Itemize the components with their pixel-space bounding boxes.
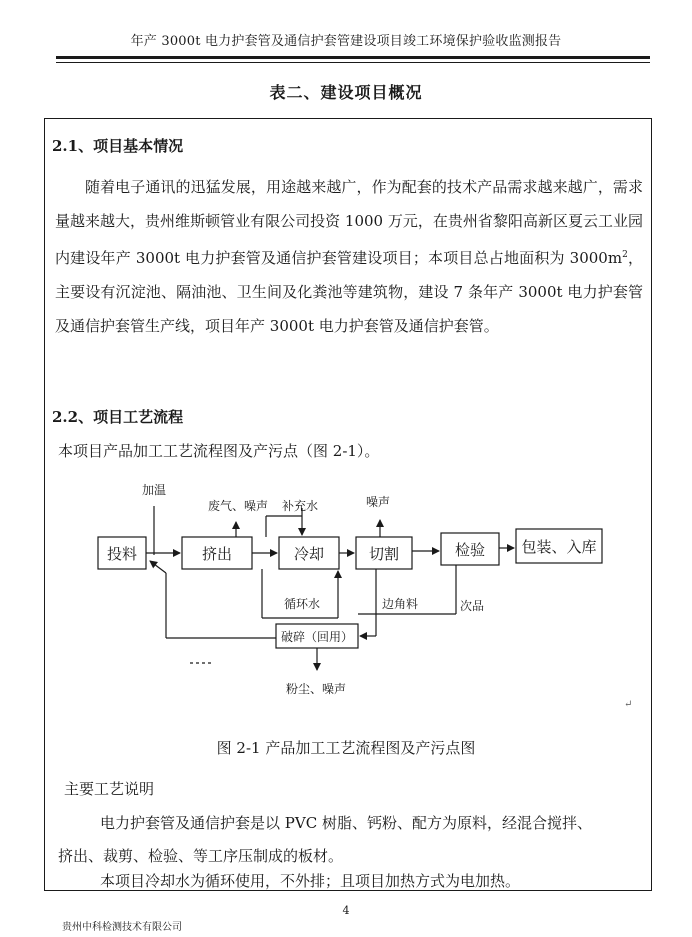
label-dust-noise: 粉尘、噪声	[286, 682, 347, 696]
label-defective: 次品	[460, 599, 485, 613]
process-notes-heading: 主要工艺说明	[64, 780, 155, 798]
report-header-title: 年产 3000t 电力护套管及通信护套管建设项目竣工环境保护验收监测报告	[130, 34, 562, 49]
page-number: 4	[342, 904, 350, 917]
process-intro-text: 本项目产品加工工艺流程图及产污点（图 2-1）。	[58, 442, 380, 460]
process-notes-line1: 电力护套管及通信护套是以 PVC 树脂、钙粉、配方为原料，经混合搅拌、	[100, 814, 592, 832]
label-makeup-water: 补充水	[282, 499, 319, 513]
process-notes-line2: 挤出、裁剪、检验、等工序压制成的板材。	[58, 847, 344, 865]
section-heading-process: 2.2、项目工艺流程	[52, 408, 184, 426]
process-notes-line3: 本项目冷却水为循环使用，不外排；且项目加热方式为电加热。	[100, 872, 521, 890]
section-heading-basic-info: 2.1、项目基本情况	[52, 137, 184, 155]
return-mark: ↵	[624, 699, 633, 710]
arrow-return-feed	[150, 561, 166, 573]
footer-company: 贵州中科检测技术有限公司	[62, 922, 182, 933]
paragraph-text-part1: 随着电子通讯的迅猛发展，用途越来越广，作为配套的技术产品需求越来越广，需求量越来越大，贵州维斯顿管业有限公司投资 1000 万元，在贵州省黎阳高新区夏云工业园内建设年产 3000t 电力护套管及通信护套管建设项目；本项目总占地面积为 3000m	[55, 178, 643, 267]
superscript-unit: 2	[622, 250, 628, 260]
section-paragraph-basic-info	[55, 170, 643, 343]
header-rule-thin	[56, 62, 650, 63]
header-rule-thick	[56, 56, 650, 59]
label-heating: 加温	[142, 483, 167, 497]
label-crush: 破碎（回用）	[280, 630, 354, 644]
label-extrude: 挤出	[201, 545, 233, 563]
label-cool: 冷却	[293, 545, 325, 563]
label-gas-noise: 废气、噪声	[208, 499, 269, 513]
label-noise: 噪声	[366, 495, 391, 509]
label-scrap: 边角料	[382, 597, 419, 611]
label-cut: 切割	[368, 545, 400, 563]
label-pack: 包装、入库	[521, 538, 597, 556]
process-flow-diagram	[90, 478, 650, 703]
label-circ-water: 循环水	[284, 597, 321, 611]
figure-caption: 图 2-1 产品加工工艺流程图及产污点图	[216, 739, 476, 757]
label-inspect: 检验	[454, 541, 486, 559]
label-feed: 投料	[106, 545, 138, 563]
table-title: 表二、建设项目概况	[269, 83, 423, 102]
paragraph-text-part2: ，主要设有沉淀池、隔油池、卫生间及化粪池等建筑物，建设 7 条年产 3000t 电力护套管及通信护套管生产线，项目年产 3000t 电力护套管及通信护套管。	[55, 249, 643, 335]
